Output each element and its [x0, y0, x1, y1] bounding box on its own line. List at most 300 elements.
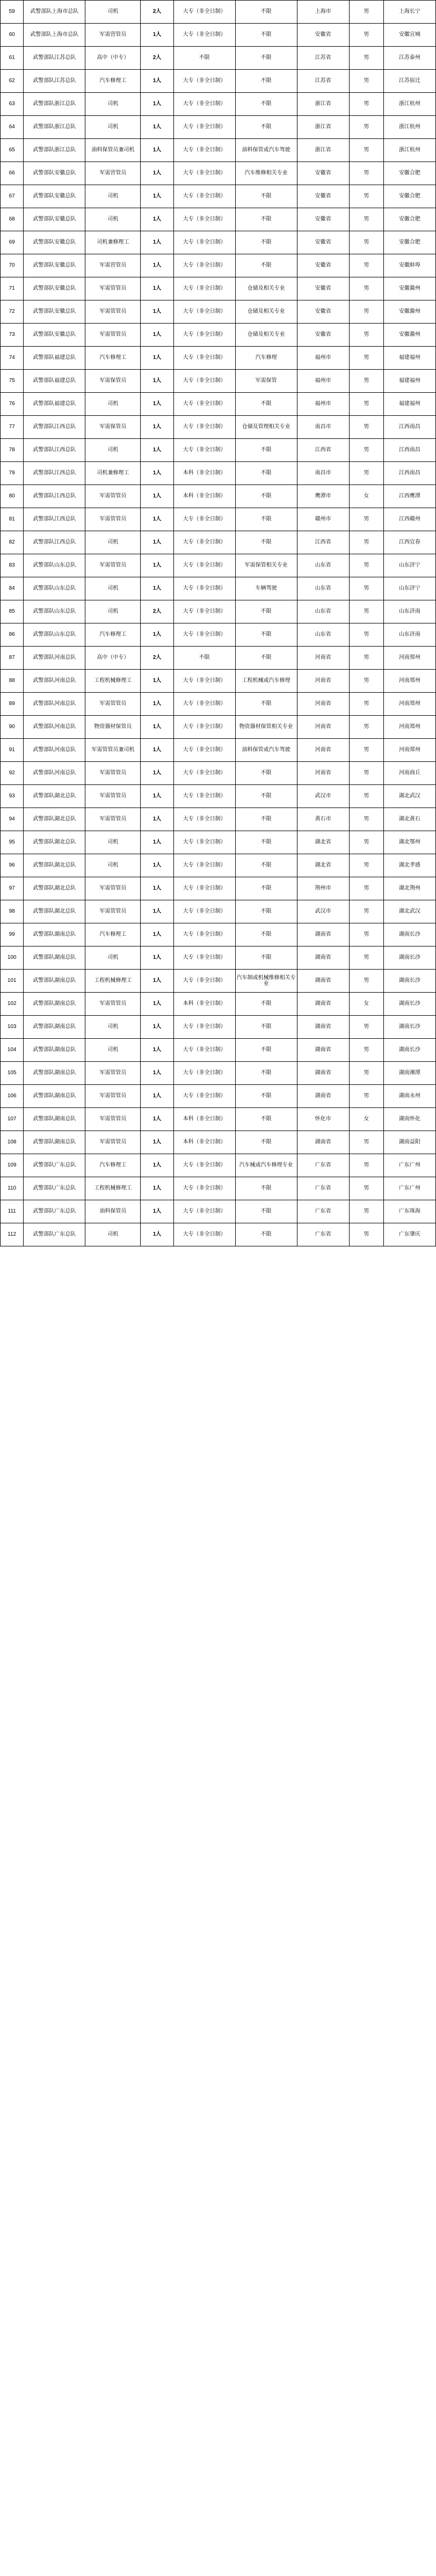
work-location: 山东省	[297, 554, 349, 577]
major: 物资器材保管相关专业	[235, 716, 297, 739]
headcount: 1人	[141, 993, 173, 1016]
table-row	[1, 854, 436, 877]
gender: 男	[349, 416, 383, 439]
row-index: 77	[1, 416, 24, 439]
major: 不限	[235, 185, 297, 208]
row-index: 92	[1, 762, 24, 785]
gender: 女	[349, 993, 383, 1016]
row-index: 90	[1, 716, 24, 739]
headcount: 2人	[141, 47, 173, 70]
household-place: 湖北武汉	[383, 785, 435, 808]
job-post: 汽车修理工	[85, 347, 141, 370]
table-row	[1, 1154, 436, 1177]
recruit-unit: 武警部队安徽总队	[24, 162, 85, 185]
job-post: 军需保管员	[85, 370, 141, 393]
table-row	[1, 877, 436, 900]
recruit-unit: 武警部队江苏总队	[24, 47, 85, 70]
household-place: 湖南长沙	[383, 970, 435, 993]
job-post: 汽车修理工	[85, 923, 141, 946]
education: 大专（非全日制）	[173, 785, 235, 808]
job-post: 油料保管员	[85, 1200, 141, 1223]
household-place: 湖南长沙	[383, 946, 435, 970]
recruit-unit: 武警部队湖北总队	[24, 785, 85, 808]
education: 大专（非全日制）	[173, 577, 235, 600]
recruit-unit: 武警部队浙江总队	[24, 139, 85, 162]
major: 不限	[235, 1085, 297, 1108]
table-row	[1, 1016, 436, 1039]
headcount: 1人	[141, 877, 173, 900]
recruit-unit: 武警部队广东总队	[24, 1154, 85, 1177]
row-index: 106	[1, 1085, 24, 1108]
work-location: 上海市	[297, 1, 349, 24]
job-post: 司机兼修理工	[85, 231, 141, 254]
table-row	[1, 762, 436, 785]
gender: 男	[349, 185, 383, 208]
row-index: 67	[1, 185, 24, 208]
row-index: 105	[1, 1062, 24, 1085]
headcount: 1人	[141, 900, 173, 923]
work-location: 浙江省	[297, 116, 349, 139]
gender: 男	[349, 900, 383, 923]
table-row	[1, 185, 436, 208]
table-row	[1, 347, 436, 370]
education: 不限	[173, 47, 235, 70]
headcount: 1人	[141, 831, 173, 854]
headcount: 1人	[141, 393, 173, 416]
table-row	[1, 900, 436, 923]
major: 不限	[235, 831, 297, 854]
table-row	[1, 1085, 436, 1108]
headcount: 1人	[141, 554, 173, 577]
work-location: 河南省	[297, 739, 349, 762]
recruit-unit: 武警部队河南总队	[24, 693, 85, 716]
gender: 男	[349, 716, 383, 739]
row-index: 64	[1, 116, 24, 139]
major: 不限	[235, 762, 297, 785]
row-index: 65	[1, 139, 24, 162]
education: 不限	[173, 647, 235, 670]
household-place: 安徽蚌埠	[383, 254, 435, 277]
recruit-unit: 武警部队广东总队	[24, 1223, 85, 1246]
recruit-unit: 武警部队广东总队	[24, 1200, 85, 1223]
recruit-unit: 武警部队湖南总队	[24, 923, 85, 946]
job-post: 军需营管员	[85, 24, 141, 47]
table-row	[1, 1200, 436, 1223]
recruit-unit: 武警部队河南总队	[24, 762, 85, 785]
row-index: 69	[1, 231, 24, 254]
job-post: 汽车修理工	[85, 70, 141, 93]
work-location: 安徽省	[297, 254, 349, 277]
table-row	[1, 970, 436, 993]
job-post: 军需管管员	[85, 554, 141, 577]
job-post: 司机	[85, 600, 141, 623]
table-row	[1, 462, 436, 485]
headcount: 1人	[141, 416, 173, 439]
table-row	[1, 254, 436, 277]
row-index: 70	[1, 254, 24, 277]
household-place: 安徽滁州	[383, 324, 435, 347]
gender: 男	[349, 970, 383, 993]
work-location: 江西省	[297, 439, 349, 462]
major: 军需保管相关专业	[235, 554, 297, 577]
recruit-unit: 武警部队湖北总队	[24, 808, 85, 831]
work-location: 河南省	[297, 762, 349, 785]
table-row	[1, 300, 436, 324]
headcount: 1人	[141, 577, 173, 600]
work-location: 湖南省	[297, 1085, 349, 1108]
major: 不限	[235, 808, 297, 831]
gender: 男	[349, 347, 383, 370]
education: 大专（非全日制）	[173, 900, 235, 923]
work-location: 浙江省	[297, 93, 349, 116]
recruit-unit: 武警部队江西总队	[24, 508, 85, 531]
recruit-unit: 武警部队山东总队	[24, 554, 85, 577]
recruit-unit: 武警部队河南总队	[24, 670, 85, 693]
major: 不限	[235, 393, 297, 416]
gender: 男	[349, 808, 383, 831]
work-location: 河南省	[297, 670, 349, 693]
row-index: 88	[1, 670, 24, 693]
gender: 男	[349, 1223, 383, 1246]
recruit-unit: 武警部队浙江总队	[24, 93, 85, 116]
row-index: 75	[1, 370, 24, 393]
household-place: 安徽合肥	[383, 162, 435, 185]
headcount: 1人	[141, 1131, 173, 1154]
job-post: 军需管管员	[85, 808, 141, 831]
education: 大专（非全日制）	[173, 739, 235, 762]
headcount: 1人	[141, 1108, 173, 1131]
row-index: 60	[1, 24, 24, 47]
recruit-unit: 武警部队山东总队	[24, 600, 85, 623]
table-row	[1, 70, 436, 93]
work-location: 江西省	[297, 531, 349, 554]
education: 本科（非全日制）	[173, 485, 235, 508]
household-place: 河南郑州	[383, 693, 435, 716]
major: 不限	[235, 854, 297, 877]
recruit-unit: 武警部队江西总队	[24, 485, 85, 508]
job-post: 军需管管员	[85, 693, 141, 716]
recruit-unit: 武警部队湖南总队	[24, 1085, 85, 1108]
recruit-unit: 武警部队江西总队	[24, 439, 85, 462]
row-index: 86	[1, 623, 24, 647]
gender: 男	[349, 70, 383, 93]
headcount: 1人	[141, 300, 173, 324]
education: 大专（非全日制）	[173, 1223, 235, 1246]
recruit-unit: 武警部队湖南总队	[24, 1062, 85, 1085]
major: 油料保管或汽车驾驶	[235, 739, 297, 762]
major: 不限	[235, 693, 297, 716]
gender: 男	[349, 762, 383, 785]
headcount: 1人	[141, 923, 173, 946]
education: 大专（非全日制）	[173, 693, 235, 716]
table-row	[1, 739, 436, 762]
job-post: 司机	[85, 116, 141, 139]
gender: 男	[349, 116, 383, 139]
education: 大专（非全日制）	[173, 116, 235, 139]
recruit-unit: 武警部队福建总队	[24, 347, 85, 370]
headcount: 1人	[141, 162, 173, 185]
gender: 男	[349, 277, 383, 300]
headcount: 1人	[141, 1200, 173, 1223]
education: 大专（非全日制）	[173, 1062, 235, 1085]
household-place: 湖南长沙	[383, 1039, 435, 1062]
job-post: 军需管管员	[85, 877, 141, 900]
job-post: 司机	[85, 1016, 141, 1039]
table-row	[1, 600, 436, 623]
table-row	[1, 508, 436, 531]
row-index: 107	[1, 1108, 24, 1131]
table-row	[1, 47, 436, 70]
job-post: 油料保管员兼司机	[85, 139, 141, 162]
row-index: 91	[1, 739, 24, 762]
household-place: 湖南长沙	[383, 923, 435, 946]
table-row	[1, 670, 436, 693]
table-row	[1, 531, 436, 554]
household-place: 广东广州	[383, 1154, 435, 1177]
gender: 男	[349, 231, 383, 254]
recruit-unit: 武警部队湖南总队	[24, 946, 85, 970]
work-location: 河南省	[297, 716, 349, 739]
major: 不限	[235, 647, 297, 670]
recruit-unit: 武警部队山东总队	[24, 577, 85, 600]
headcount: 1人	[141, 1062, 173, 1085]
education: 大专（非全日制）	[173, 139, 235, 162]
table-row	[1, 162, 436, 185]
major: 仓储及相关专业	[235, 324, 297, 347]
work-location: 安徽省	[297, 185, 349, 208]
table-row	[1, 416, 436, 439]
work-location: 湖南省	[297, 1131, 349, 1154]
work-location: 南昌市	[297, 416, 349, 439]
gender: 男	[349, 208, 383, 231]
major: 不限	[235, 439, 297, 462]
work-location: 福州市	[297, 347, 349, 370]
gender: 男	[349, 531, 383, 554]
gender: 男	[349, 854, 383, 877]
household-place: 湖南长沙	[383, 993, 435, 1016]
household-place: 湖北武汉	[383, 900, 435, 923]
headcount: 1人	[141, 277, 173, 300]
major: 不限	[235, 923, 297, 946]
work-location: 湖南省	[297, 946, 349, 970]
row-index: 71	[1, 277, 24, 300]
education: 大专（非全日制）	[173, 324, 235, 347]
headcount: 1人	[141, 854, 173, 877]
headcount: 1人	[141, 370, 173, 393]
recruit-unit: 武警部队湖北总队	[24, 831, 85, 854]
job-post: 军需管管员	[85, 508, 141, 531]
education: 大专（非全日制）	[173, 716, 235, 739]
row-index: 73	[1, 324, 24, 347]
household-place: 湖南永州	[383, 1085, 435, 1108]
work-location: 湖南省	[297, 1016, 349, 1039]
recruit-unit: 武警部队河南总队	[24, 716, 85, 739]
work-location: 河南省	[297, 647, 349, 670]
household-place: 安徽合肥	[383, 185, 435, 208]
job-post: 军需管管员	[85, 1108, 141, 1131]
education: 大专（非全日制）	[173, 347, 235, 370]
work-location: 安徽省	[297, 231, 349, 254]
recruit-unit: 武警部队安徽总队	[24, 208, 85, 231]
table-row	[1, 1, 436, 24]
table-row	[1, 716, 436, 739]
major: 不限	[235, 531, 297, 554]
row-index: 103	[1, 1016, 24, 1039]
major: 不限	[235, 785, 297, 808]
education: 大专（非全日制）	[173, 1177, 235, 1200]
household-place: 湖北鄂州	[383, 831, 435, 854]
gender: 男	[349, 946, 383, 970]
household-place: 河南郑州	[383, 647, 435, 670]
recruit-unit: 武警部队江苏总队	[24, 70, 85, 93]
gender: 男	[349, 670, 383, 693]
major: 不限	[235, 47, 297, 70]
major: 不限	[235, 70, 297, 93]
job-post: 军需管管员	[85, 277, 141, 300]
household-place: 广东广州	[383, 1177, 435, 1200]
household-place: 安徽宣城	[383, 24, 435, 47]
major: 油料保管或汽车驾驶	[235, 139, 297, 162]
gender: 男	[349, 300, 383, 324]
work-location: 广东省	[297, 1223, 349, 1246]
work-location: 江苏省	[297, 70, 349, 93]
education: 大专（非全日制）	[173, 831, 235, 854]
work-location: 湖北省	[297, 831, 349, 854]
recruit-unit: 武警部队河南总队	[24, 647, 85, 670]
major: 不限	[235, 93, 297, 116]
row-index: 62	[1, 70, 24, 93]
household-place: 安徽滁州	[383, 300, 435, 324]
headcount: 1人	[141, 116, 173, 139]
household-place: 河南郑州	[383, 739, 435, 762]
work-location: 南昌市	[297, 462, 349, 485]
major: 不限	[235, 600, 297, 623]
education: 大专（非全日制）	[173, 370, 235, 393]
row-index: 110	[1, 1177, 24, 1200]
major: 不限	[235, 1131, 297, 1154]
gender: 男	[349, 1177, 383, 1200]
recruit-unit: 武警部队江西总队	[24, 531, 85, 554]
gender: 男	[349, 162, 383, 185]
table-row	[1, 1039, 436, 1062]
recruit-unit: 武警部队湖北总队	[24, 854, 85, 877]
education: 大专（非全日制）	[173, 1016, 235, 1039]
recruit-unit: 武警部队河南总队	[24, 739, 85, 762]
table-row	[1, 93, 436, 116]
headcount: 1人	[141, 508, 173, 531]
education: 大专（非全日制）	[173, 1085, 235, 1108]
job-post: 司机	[85, 185, 141, 208]
table-row	[1, 324, 436, 347]
table-row	[1, 554, 436, 577]
job-post: 司机	[85, 1223, 141, 1246]
headcount: 2人	[141, 600, 173, 623]
gender: 男	[349, 1154, 383, 1177]
headcount: 1人	[141, 462, 173, 485]
row-index: 74	[1, 347, 24, 370]
work-location: 荆州市	[297, 877, 349, 900]
household-place: 山东济宁	[383, 577, 435, 600]
gender: 男	[349, 739, 383, 762]
household-place: 山东济南	[383, 623, 435, 647]
major: 不限	[235, 462, 297, 485]
education: 大专（非全日制）	[173, 254, 235, 277]
table-row	[1, 370, 436, 393]
household-place: 江西赣州	[383, 508, 435, 531]
gender: 女	[349, 1108, 383, 1131]
education: 大专（非全日制）	[173, 1039, 235, 1062]
recruit-unit: 武警部队安徽总队	[24, 324, 85, 347]
row-index: 96	[1, 854, 24, 877]
headcount: 1人	[141, 531, 173, 554]
table-row	[1, 393, 436, 416]
row-index: 87	[1, 647, 24, 670]
work-location: 湖南省	[297, 1062, 349, 1085]
row-index: 63	[1, 93, 24, 116]
row-index: 97	[1, 877, 24, 900]
household-place: 江西南昌	[383, 416, 435, 439]
table-row	[1, 277, 436, 300]
recruit-unit: 武警部队安徽总队	[24, 254, 85, 277]
headcount: 1人	[141, 1016, 173, 1039]
education: 大专（非全日制）	[173, 670, 235, 693]
row-index: 102	[1, 993, 24, 1016]
gender: 男	[349, 1200, 383, 1223]
household-place: 湖南长沙	[383, 1016, 435, 1039]
job-post: 军需营管员	[85, 162, 141, 185]
major: 不限	[235, 900, 297, 923]
major: 不限	[235, 1200, 297, 1223]
headcount: 1人	[141, 946, 173, 970]
education: 大专（非全日制）	[173, 600, 235, 623]
recruitment-table	[0, 0, 436, 1246]
recruit-unit: 武警部队湖南总队	[24, 1131, 85, 1154]
job-post: 军需管管员	[85, 1062, 141, 1085]
major: 不限	[235, 1, 297, 24]
major: 仓储及管理相关专业	[235, 416, 297, 439]
recruit-unit: 武警部队上海市总队	[24, 1, 85, 24]
headcount: 1人	[141, 693, 173, 716]
major: 工程机械或汽车修理	[235, 670, 297, 693]
work-location: 浙江省	[297, 139, 349, 162]
work-location: 黄石市	[297, 808, 349, 831]
gender: 男	[349, 1131, 383, 1154]
job-post: 汽车修理工	[85, 1154, 141, 1177]
work-location: 山东省	[297, 600, 349, 623]
table-row	[1, 1108, 436, 1131]
work-location: 湖南省	[297, 923, 349, 946]
household-place: 江西南昌	[383, 439, 435, 462]
recruit-unit: 武警部队湖北总队	[24, 900, 85, 923]
work-location: 河南省	[297, 693, 349, 716]
job-post: 军需管管员兼司机	[85, 739, 141, 762]
row-index: 61	[1, 47, 24, 70]
row-index: 80	[1, 485, 24, 508]
household-place: 江西南昌	[383, 462, 435, 485]
education: 大专（非全日制）	[173, 162, 235, 185]
education: 大专（非全日制）	[173, 877, 235, 900]
education: 大专（非全日制）	[173, 1, 235, 24]
row-index: 72	[1, 300, 24, 324]
gender: 男	[349, 554, 383, 577]
education: 大专（非全日制）	[173, 623, 235, 647]
gender: 男	[349, 785, 383, 808]
job-post: 军需管管员	[85, 1131, 141, 1154]
major: 不限	[235, 485, 297, 508]
household-place: 河南商丘	[383, 762, 435, 785]
recruit-unit: 武警部队安徽总队	[24, 277, 85, 300]
education: 大专（非全日制）	[173, 93, 235, 116]
